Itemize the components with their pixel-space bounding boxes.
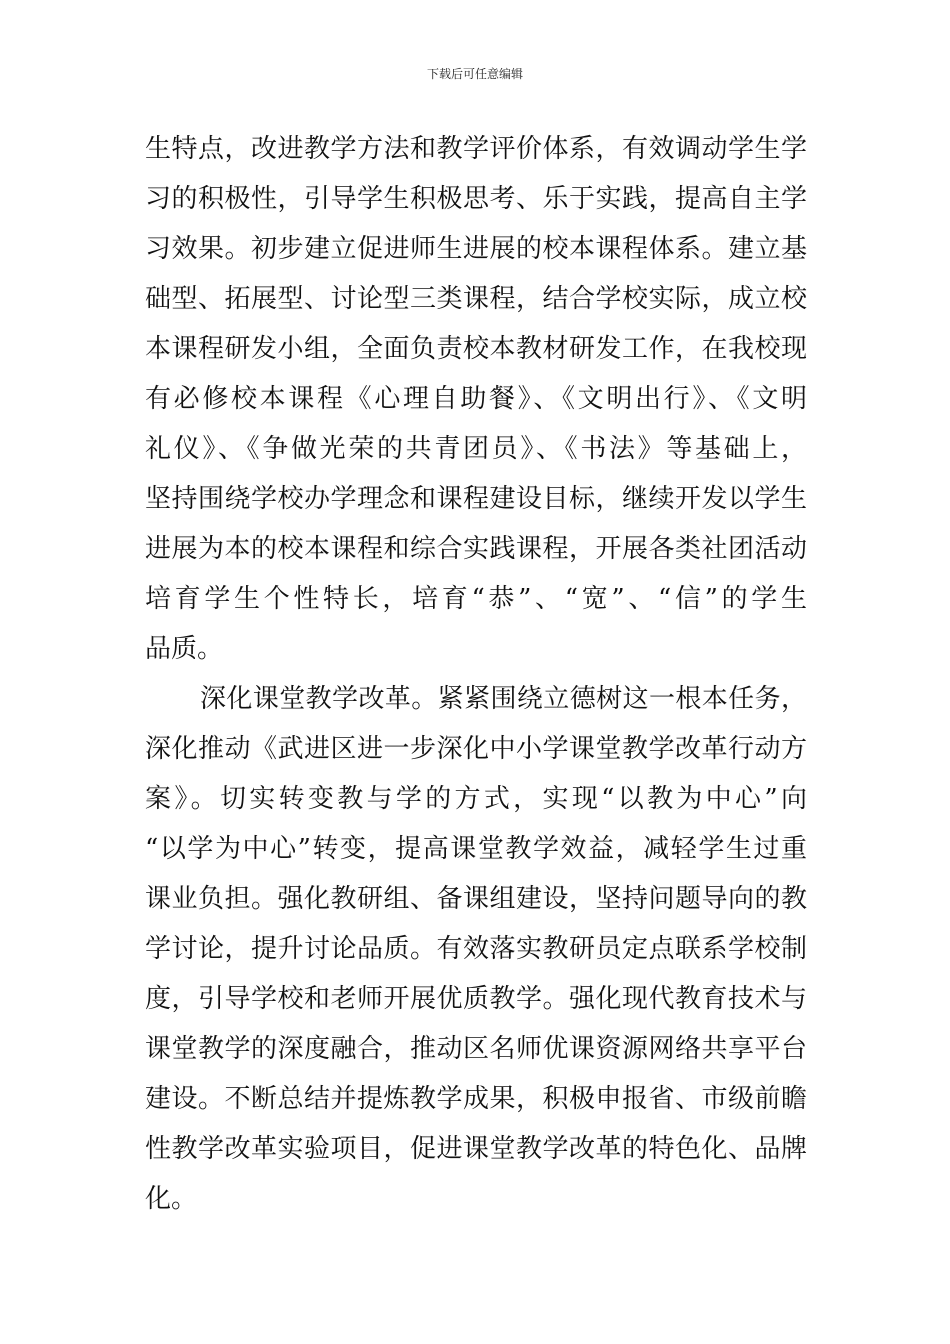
text-line: “以学为中心”转变，提高课堂教学效益，减轻学生过重 — [145, 834, 807, 864]
text-line: 化。 — [145, 1184, 198, 1214]
text-line: 习效果。初步建立促进师生进展的校本课程体系。建立基 — [145, 234, 807, 264]
paragraph-classroom-reform — [145, 674, 807, 1224]
text-line: 性教学改革实验项目，促进课堂教学改革的特色化、品牌 — [145, 1134, 807, 1164]
paragraph-curriculum — [145, 124, 807, 674]
text-line: 深化推动《武进区进一步深化中小学课堂教学改革行动方 — [145, 734, 807, 764]
text-line: 课堂教学的深度融合，推动区名师优课资源网络共享平台 — [145, 1034, 807, 1064]
text-line: 品质。 — [145, 634, 224, 664]
text-line: 习的积极性，引导学生积极思考、乐于实践，提高自主学 — [145, 184, 807, 214]
text-line: 础型、拓展型、讨论型三类课程，结合学校实际，成立校 — [145, 284, 807, 314]
text-line: 案》。切实转变教与学的方式，实现“以教为中心”向 — [145, 784, 807, 814]
text-line: 课业负担。强化教研组、备课组建设，坚持问题导向的教 — [145, 884, 807, 914]
text-line: 坚持围绕学校办学理念和课程建设目标，继续开发以学生 — [145, 484, 807, 514]
text-line: 培育学生个性特长，培育“恭”、“宽”、“信”的学生 — [145, 584, 807, 614]
text-line: 建设。不断总结并提炼教学成果，积极申报省、市级前瞻 — [145, 1084, 807, 1114]
text-line: 进展为本的校本课程和综合实践课程，开展各类社团活动 — [145, 534, 807, 564]
page-header-note: 下载后可任意编辑 — [426, 67, 523, 81]
text-line: 有必修校本课程《心理自助餐》、《文明出行》、《文明 — [145, 384, 807, 414]
text-line: 生特点，改进教学方法和教学评价体系，有效调动学生学 — [145, 134, 807, 164]
text-line: 学讨论，提升讨论品质。有效落实教研员定点联系学校制 — [145, 934, 807, 964]
text-line: 礼仪》、《争做光荣的共青团员》、《书法》等基础上， — [145, 434, 807, 464]
text-line: 深化课堂教学改革。紧紧围绕立德树这一根本任务， — [200, 684, 807, 714]
document-body — [145, 124, 807, 1224]
text-line: 度，引导学校和老师开展优质教学。强化现代教育技术与 — [145, 984, 807, 1014]
text-line: 本课程研发小组，全面负责校本教材研发工作，在我校现 — [145, 334, 807, 364]
